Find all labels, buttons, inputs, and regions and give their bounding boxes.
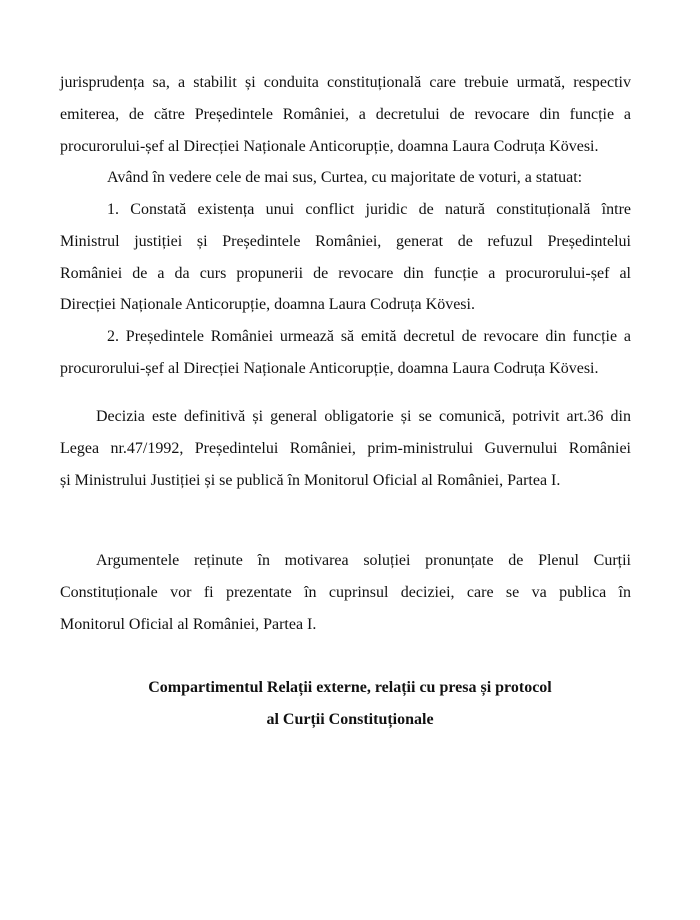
- text-line: procurorului-șef al Direcției Naționale Anticorupție, doamna Laura Codruța Kövesi.: [60, 138, 599, 155]
- text-line: emiterea, de către Președintele României, a decretului de revocare din funcție a: [60, 106, 631, 123]
- text-line: jurisprudența sa, a stabilit și conduita constituțională care trebuie urmată, respectiv: [60, 74, 631, 91]
- text-line: 1. Constată existența unui conflict juridic de natură constituțională între: [107, 201, 631, 218]
- signature-line-department: Compartimentul Relații externe, relații cu presa și protocol: [148, 679, 552, 696]
- text-line: Monitorul Oficial al României, Partea I.: [60, 616, 317, 633]
- text-line: Direcției Naționale Anticorupție, doamna Laura Codruța Kövesi.: [60, 296, 475, 313]
- text-line: Constituționale vor fi prezentate în cuprinsul deciziei, care se va publica în: [60, 584, 631, 601]
- text-line: Argumentele reținute în motivarea soluției pronunțate de Plenul Curții: [96, 552, 631, 569]
- text-line: 2. Președintele României urmează să emită decretul de revocare din funcție a: [107, 328, 631, 345]
- text-line: României de a da curs propunerii de revocare din funcție a procurorului-șef al: [60, 265, 631, 282]
- text-line: Având în vedere cele de mai sus, Curtea, cu majoritate de voturi, a statuat:: [107, 169, 583, 186]
- text-line: Decizia este definitivă și general obligatorie și se comunică, potrivit art.36 din: [96, 408, 631, 425]
- text-line: Legea nr.47/1992, Președintelui României, prim-ministrului Guvernului României: [60, 440, 631, 457]
- signature-line-institution: al Curții Constituționale: [266, 711, 434, 728]
- text-line: Ministrul justiției și Președintele României, generat de refuzul Președintelui: [60, 233, 631, 250]
- text-line: procurorului-șef al Direcției Naționale Anticorupție, doamna Laura Codruța Kövesi.: [60, 360, 599, 377]
- text-line: și Ministrului Justiției și se publică în Monitorul Oficial al României, Partea I.: [60, 472, 561, 489]
